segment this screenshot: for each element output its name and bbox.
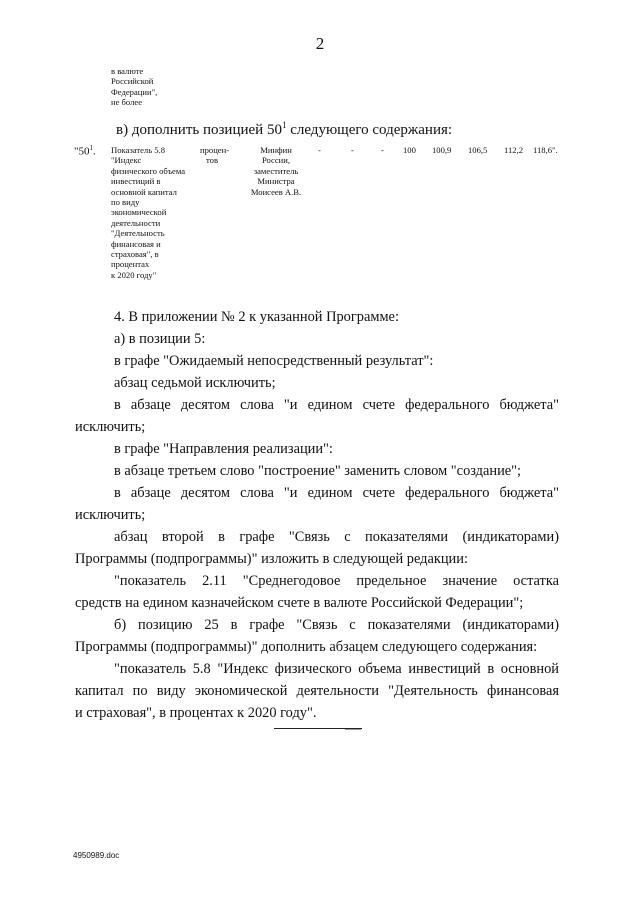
paragraph: а) в позиции 5: (114, 331, 206, 347)
value-cell: - (381, 145, 384, 155)
fragment-line: Федерации", (111, 86, 158, 97)
subitem-v-sup: 1 (281, 120, 287, 130)
paragraph: исключить; (75, 507, 146, 523)
value-cell: 100,9 (432, 145, 452, 155)
value-cell: - (351, 145, 354, 155)
paragraph: Программы (подпрограммы)" изложить в следующей редакции: (75, 551, 468, 567)
value-cell: - (318, 145, 321, 155)
subitem-v-text: в) дополнить позицией 50 (116, 122, 282, 138)
paragraph: и страховая", в процентах к 2020 году". (75, 705, 317, 721)
value-cell: 100 (403, 145, 416, 155)
paragraph: в абзаце третьем слово "построение" заменить словом "создание"; (114, 463, 522, 479)
paragraph: "показатель 2.11 "Среднегодовое предельное значение остатка (114, 573, 559, 589)
indicator-cell: Показатель 5.8 "Индекс физического объема инвестиций в основной капитал по виду экономической деятельности "Деятельность финансовая и страховая", в процентах к 2020 году" (111, 145, 186, 280)
paragraph: исключить; (75, 419, 146, 435)
paragraph: "показатель 5.8 "Индекс физического объема инвестиций в основной (114, 661, 559, 677)
paragraph: в абзаце десятом слова "и едином счете федерального бюджета" (114, 485, 559, 501)
paragraph: средств на едином казначейском счете в валюте Российской Федерации"; (75, 595, 524, 611)
page-number: 2 (315, 34, 325, 53)
table-fragment-cell (111, 66, 191, 108)
subitem-v (116, 120, 452, 139)
paragraph: 4. В приложении № 2 к указанной Программе: (114, 309, 399, 325)
paragraph: в графе "Ожидаемый непосредственный результат": (114, 353, 434, 369)
unit-cell: процен- тов (200, 145, 230, 166)
closing-divider-mark (345, 729, 361, 730)
value-cell: 118,6". (533, 145, 558, 155)
fragment-line: не более (111, 97, 143, 108)
value-cell: 106,5 (468, 145, 488, 155)
table-row-50-1 (0, 143, 640, 293)
paragraph: в абзаце десятом слова "и едином счете федерального бюджета" (114, 397, 559, 413)
doc-filename: 4950989.doc (73, 851, 120, 860)
paragraph: абзац седьмой исключить; (114, 375, 276, 391)
paragraph: в графе "Направления реализации": (114, 441, 333, 457)
row-number: "$50^1$. (74, 144, 96, 158)
paragraph: б) позицию 25 в графе "Связь с показателями (индикаторами) (114, 617, 559, 633)
value-cell: 112,2 (504, 145, 524, 155)
responsible-cell: Минфин России, заместитель Министра Моисеев А.В. (250, 145, 302, 197)
paragraph: капитал по виду экономической деятельности "Деятельность финансовая (75, 683, 559, 699)
paragraph: абзац второй в графе "Связь с показателями (индикаторами) (114, 529, 559, 545)
subitem-v-text-after: следующего содержания: (286, 122, 453, 138)
paragraph: Программы (подпрограммы)" дополнить абзацем следующего содержания: (75, 639, 538, 655)
fragment-line: в валюте (111, 66, 144, 76)
fragment-line: Российской (111, 76, 154, 87)
